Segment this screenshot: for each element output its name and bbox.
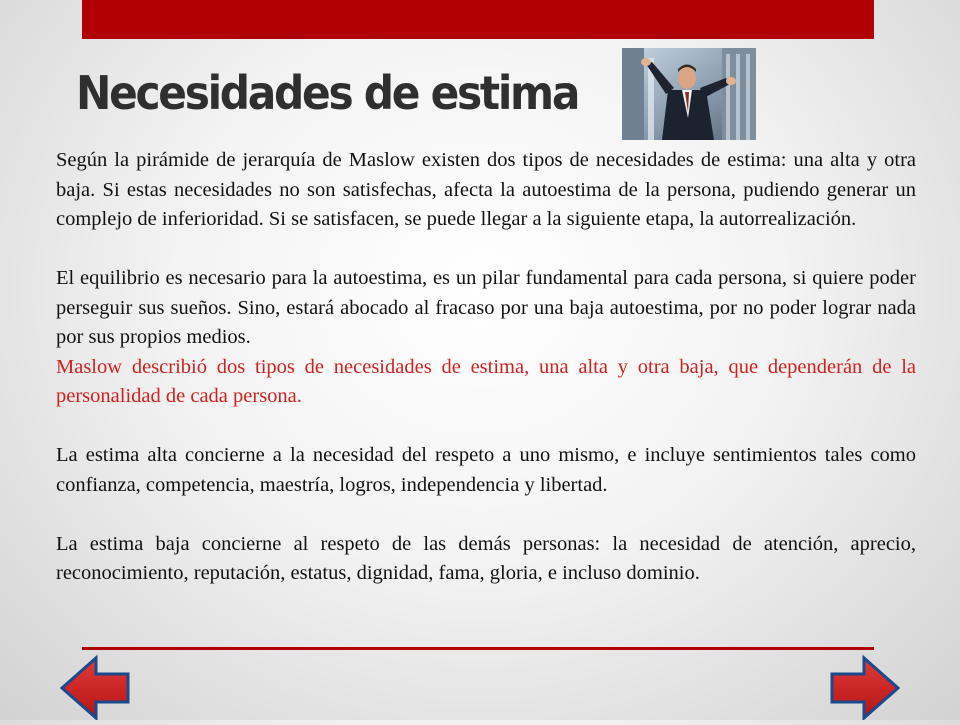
previous-slide-button[interactable] xyxy=(56,654,132,720)
top-accent-bar xyxy=(82,0,874,39)
bottom-divider xyxy=(82,647,874,650)
paragraph-maslow-intro: Según la pirámide de jerarquía de Maslow existen dos tipos de necesidades de estima: una alta y otra baja. Si estas necesidades no son satisfechas, afecta la autoestima de la persona, pudiendo generar un complejo de inferioridad. Si se satisfacen, se puede llegar a la siguiente etapa, la autorrealización. xyxy=(56,149,916,230)
arrow-right-icon xyxy=(828,654,904,720)
paragraph-estima-alta: La estima alta concierne a la necesidad del respeto a uno mismo, e incluye sentimientos tales como confianza, competencia, maestría, logros, independencia y libertad. xyxy=(56,444,916,496)
slide-title: Necesidades de estima xyxy=(76,66,579,120)
paragraph-highlight: Maslow describió dos tipos de necesidades de estima, una alta y otra baja, que dependerán de la personalidad de cada persona. xyxy=(56,355,916,407)
next-slide-button[interactable] xyxy=(828,654,904,720)
paragraph-equilibrio: El equilibrio es necesario para la autoestima, es un pilar fundamental para cada persona, si quiere poder perseguir sus sueños. Sino, estará abocado al fracaso por una baja autoestima, por no poder lograr nada por sus propios medios. xyxy=(56,267,916,348)
paragraph-estima-baja: La estima baja concierne al respeto de las demás personas: la necesidad de atención, aprecio, reconocimiento, reputación, estatus, dignidad, fama, gloria, e incluso dominio. xyxy=(56,532,916,584)
man-celebrating-photo xyxy=(622,48,756,140)
arrow-left-icon xyxy=(56,654,132,720)
slide-body xyxy=(56,146,916,589)
